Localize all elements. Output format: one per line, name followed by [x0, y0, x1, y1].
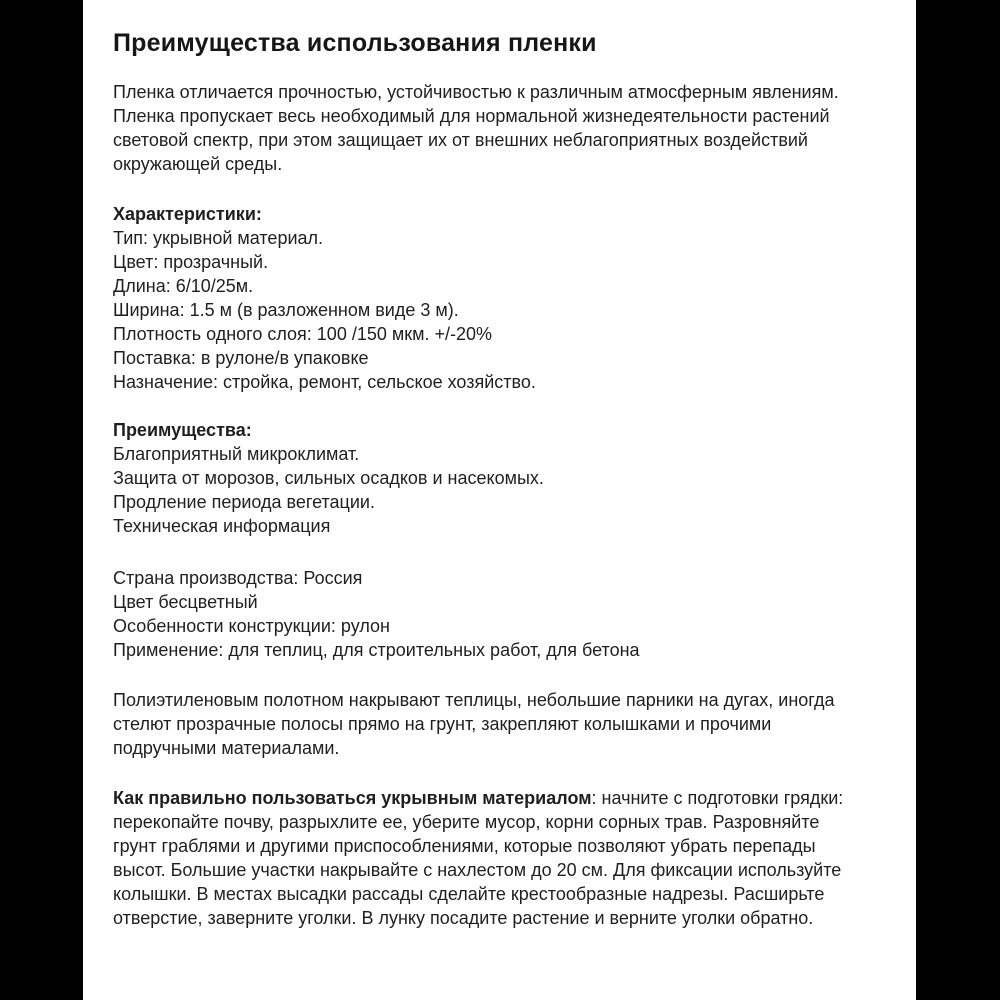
characteristic-type: Тип: укрывной материал. [113, 228, 324, 248]
advantages-heading: Преимущества: [113, 420, 252, 440]
howto-text: : начните с подготовки грядки: перекопайте почву, разрыхлите ее, уберите мусор, корни сорных трав. Разровняйте грунт граблями и другими приспособлениями, которые позволяют убрать перепады высот. Большие участки накрывайте с нахлестом до 20 см. Для фиксации используйте колышки. В местах высадки рассады сделайте крестообразные надрезы. Расширьте отверстие, заверните уголки. В лунку посадите растение и верните уголки обратно. [113, 788, 844, 928]
characteristic-length: Длина: 6/10/25м. [113, 276, 254, 296]
detail-construction: Особенности конструкции: рулон [113, 616, 390, 636]
intro-paragraph: Пленка отличается прочностью, устойчивостью к различным атмосферным явлениям. Пленка пропускает весь необходимый для нормальной жизнедеятельности растений световой спектр, при этом защищает их от внешних неблагоприятных воздействий окружающей среды. [113, 82, 839, 174]
characteristic-color: Цвет: прозрачный. [113, 252, 269, 272]
page-title: Преимущества использования пленки [113, 29, 597, 57]
detail-color: Цвет бесцветный [113, 592, 258, 612]
detail-country: Страна производства: Россия [113, 568, 363, 588]
characteristic-width: Ширина: 1.5 м (в разложенном виде 3 м). [113, 300, 459, 320]
characteristics-heading: Характеристики: [113, 204, 262, 224]
advantage-item: Защита от морозов, сильных осадков и насекомых. [113, 468, 544, 488]
characteristic-delivery: Поставка: в рулоне/в упаковке [113, 348, 369, 368]
howto-bold-lead: Как правильно пользоваться укрывным материалом [113, 788, 592, 808]
right-black-bar [916, 0, 1000, 1000]
advantage-item: Благоприятный микроклимат. [113, 444, 360, 464]
howto-paragraph [113, 786, 850, 930]
detail-application: Применение: для теплиц, для строительных работ, для бетона [113, 640, 640, 660]
left-black-bar [0, 0, 83, 1000]
product-details-section [113, 566, 850, 662]
advantage-item: Продление периода вегетации. [113, 492, 375, 512]
characteristic-density: Плотность одного слоя: 100 /150 мкм. +/-20% [113, 324, 493, 344]
product-description [113, 0, 850, 930]
advantages-section [113, 418, 850, 538]
advantage-item: Техническая информация [113, 516, 331, 536]
characteristic-purpose: Назначение: стройка, ремонт, сельское хозяйство. [113, 372, 536, 392]
usage-paragraph: Полиэтиленовым полотном накрывают теплицы, небольшие парники на дугах, иногда стелют прозрачные полосы прямо на грунт, закрепляют колышками и прочими подручными материалами. [113, 690, 835, 758]
characteristics-section [113, 202, 850, 394]
